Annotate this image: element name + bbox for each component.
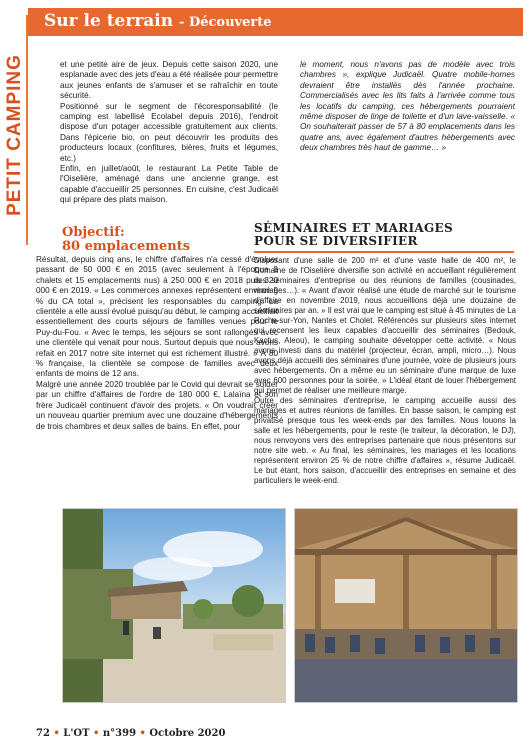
page-footer: 72 • L'OT • n°399 • Octobre 2020: [36, 728, 226, 739]
page-subtitle: - Découverte: [179, 15, 272, 30]
col2-top-text: le moment, nous n'avons pas de modèle avec trois chambres », explique Judicaël. Quatre mobile-homes devraient être installés dès l'année prochaine. Commercialisés avec les lits faits à l'arrivée comme tous les locatifs du camping, ces hébergements pourraient même disposer de linge de toilette et d'un lave-vaisselle. « On souhaiterait passer de 57 à 80 emplacements dans les quatre ans, avec également d'autres hébergements avec deux chambres très haut de gamme… »: [300, 60, 515, 153]
issue-date: Octobre 2020: [149, 728, 226, 739]
magazine-name: L'OT: [63, 728, 90, 739]
col1-top-text: et une petite aire de jeux. Depuis cette saison 2020, une esplanade avec des jets d'eau a été réalisée pour permettre aux jeunes enfants de s'amuser et se rafraîchir en toute sécurité. Positionné sur le segment de l'écoresponsabilité (le camping est labellisé Ecolabel depuis 2016), l'endroit dispose d'un potager accessible gratuitement aux clients. Dans l'épicerie bio, on peut découvrir les produits des producteurs locaux (confitures, bières, fruits et légumes, etc.) Enfin, en juillet/août, le restaurant La Petite Table de l'Oiselière, aménagé dans une ancienne grange, est capable d'accueillir 25 personnes. En cuisine, c'est Judicaël qui prépare des plats maison.: [60, 60, 278, 205]
sidebar-rule: [26, 15, 28, 245]
section-label: PETIT CAMPING: [4, 54, 25, 216]
page-title: Sur le terrain - Découverte: [44, 11, 272, 31]
exterior-terrace-image: [63, 509, 285, 702]
exterior-terrace-photo: [62, 508, 286, 703]
seminaires-text: Disposant d'une salle de 200 m² et d'une vaste halle de 400 m², le Domaine de l'Oiselière diversifie son activité en accueillant régulièrement des séminaires d'entreprise ou des réunions de familles (cousinades, mariages…). « Avant d'avoir réalisé une étude de marché sur le tourisme d'affaire en novembre 2019, nous accueillions déjà une douzaine de séminaires par an. » Il est vrai que le camping est situé à 45 minutes de La Roche-sur-Yon, Nantes et Cholet. Référencés sur plusieurs sites internet qui recensent les lieux capables d'accueillir des séminaires (Bedouk, Kactus, Aleou), le camping souhaite développer cette activité. « Nous avons investi dans du matériel (projecteur, écran, ampli, micro…). Nous avons déjà accueilli des séminaires d'une journée, voire de plusieurs jours avec hébergements. On a même eu un séminaire d'une marque de luxe avec 600 personnes pour la soirée. » L'idéal étant de louer l'hébergement qui permet de réaliser une meilleure marge. Outre des séminaires d'entreprise, le camping accueille aussi des mariages et autres réunions de familles. En basse saison, le camping est privatisé presque tous les week-ends par des familles. Nous louons la salle et les hébergements, pour le reste (le traiteur, la décoration, le DJ), nous renvoyons vers des entreprises partenaire que nous présentons sur notre site web. « Au final, les séminaires, les mariages et les locations représentent environ 25 % de notre chiffre d'affaires », résume Judicaël. Le but étant, hors saison, d'accueillir des entreprises en semaine et des particuliers le week-end.: [254, 256, 516, 485]
objectif-heading: Objectif: 80 emplacements: [62, 225, 191, 254]
objectif-text: Résultat, depuis cinq ans, le chiffre d'affaires n'a cessé d'évoluer passant de 50 000 € en 2015 (avec seulement à l'époque 8 chalets et 15 emplacements nus) à 250 000 € en 2018 puis 320 000 € en 2019. « Les commerces annexes représentent environ 9 % du CA total », précisent les responsables du camping. La clientèle a elle aussi évolué puisqu'au début, le camping accueillait essentiellement des courts séjours de familles venues pour le Puy-du-Fou. « Avec le temps, les séjours se sont rallongés avec une clientèle qui venait pour nous. Surtout depuis que nous avons refait en 2017 notre site internet qui est richement illustré. » À 80 % française, la clientèle se compose de familles avec deux enfants de moins de 12 ans. Malgré une année 2020 troublée par le Covid qui devrait se solder par un chiffre d'affaires de l'ordre de 180 000 €, Lalaïna et son frère Judicaël continuent d'avoir des projets. « On voudrait créer un nouveau quartier premium avec une douzaine d'hébergements de trois chambres et deux salles de bains. En effet, pour: [36, 255, 278, 431]
seminaires-rule: [254, 251, 514, 253]
covered-hall-image: [295, 509, 517, 702]
covered-hall-photo: [294, 508, 518, 703]
seminaires-heading: SÉMINAIRES ET MARIAGES POUR SE DIVERSIFIER: [254, 222, 514, 253]
page-number: 72: [36, 728, 50, 739]
issue-number: n°399: [102, 728, 137, 739]
